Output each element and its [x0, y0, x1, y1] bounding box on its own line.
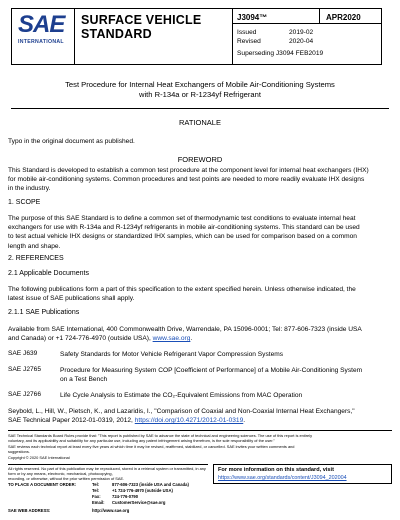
issued-value: 2019-02: [289, 29, 314, 36]
footer-rights: All rights reserved. No part of this publication may be reproduced, stored in a retrieval system or transmitted, in any form or by any means, electronic, mechanical, photocopying, recording, or otherwise, without the prior written permission of SAE.: [8, 466, 206, 481]
tel2-label: Tel:: [92, 488, 100, 493]
info-divider: [233, 23, 381, 24]
more-info-title: For more information on this standard, visit: [218, 467, 334, 473]
email-label: Email:: [92, 500, 105, 505]
reference-title: Safety Standards for Motor Vehicle Refrigerant Vapor Compression Systems: [60, 351, 284, 358]
reference-code: SAE J2765: [8, 366, 41, 373]
tel1-value: 877-606-7323 (inside USA and Canada): [112, 482, 189, 487]
availability-text: Available from SAE International, 400 Commonwealth Drive, Warrendale, PA 15096-0001; Tel: 877-606-7323 (inside USA and Canada) or +1 724-776-4970 (outside USA), www.sae.org.: [8, 326, 362, 343]
scope-text: The purpose of this SAE Standard is to define a common set of thermodynamic test conditions to evaluate internal heat exchangers for use with R-134a and R-1234yf refrigerants in mobile air-conditioning systems. This standard can be used to test actual vehicle IHX designs or standardized IHX samples, which can be used for comparison based on a common length and shape.: [8, 215, 360, 250]
references-heading: 2. REFERENCES: [8, 255, 64, 262]
title-rule: [11, 108, 389, 109]
rationale-text: Typo in the original document as published.: [8, 138, 135, 145]
foreword-text: This Standard is developed to establish a common test procedure at the component level for internal heat exchangers (IHX) for mobile air-conditioning systems. Common procedures and test points are needed to more readily evaluate IHX designs in the industry.: [8, 167, 369, 193]
doi-link[interactable]: https://doi.org/10.4271/2012-01-0319: [134, 417, 244, 425]
superseding-note: Superseding J3094 FEB2019: [237, 50, 324, 57]
reference-code: SAE J2766: [8, 391, 41, 398]
email-value[interactable]: CustomerService@sae.org: [112, 500, 166, 505]
sae-logo: SAE: [18, 11, 65, 38]
sae-publications-heading: 2.1.1 SAE Publications: [8, 309, 80, 316]
order-label: TO PLACE A DOCUMENT ORDER:: [8, 482, 77, 487]
reference-title: Life Cycle Analysis to Estimate the CO₂-Equivalent Emissions from MAC Operation: [60, 392, 303, 399]
footer-rule-small: [8, 464, 208, 465]
seybold-reference: Seybold, L., Hill, W., Pietsch, K., and Lazaridis, I., "Comparison of Coaxial and Non-Coaxial Internal Heat Exchangers," SAE Technical Paper 2012-01-0319, 2012, https://doi.org/10.4271/2012-01-0319.: [8, 408, 355, 425]
logo-cell: [12, 9, 75, 64]
web-value[interactable]: http://www.sae.org: [92, 508, 130, 513]
document-title: Test Procedure for Internal Heat Exchangers of Mobile Air-Conditioning Systems with R-134a or R-1234yf Refrigerant: [65, 80, 335, 99]
standard-type: SURFACE VEHICLE STANDARD: [81, 13, 202, 41]
document-number: J3094™: [237, 13, 268, 22]
revised-value: 2020-04: [289, 38, 314, 45]
reference-code: SAE J639: [8, 350, 38, 357]
scope-heading: 1. SCOPE: [8, 199, 41, 206]
tel2-value: +1 724-776-4970 (outside USA): [112, 488, 173, 493]
document-info-cell: [233, 9, 381, 64]
standard-type-cell: [75, 9, 233, 64]
issued-label: Issued: [237, 29, 257, 36]
reference-title: Procedure for Measuring System COP [Coefficient of Performance] of a Mobile Air-Conditioning System on a Test Bench: [60, 367, 363, 383]
standard-url-link[interactable]: https://www.sae.org/standards/content/J3094_202004: [218, 475, 347, 481]
document-date: APR2020: [326, 13, 361, 22]
rationale-heading: RATIONALE: [179, 118, 221, 127]
info-divider-vertical: [319, 9, 320, 24]
footer-rules: SAE Technical Standards Board Rules provide that: "This report is published by SAE to advance the state of technical and engineering sciences. The use of this report is entirely voluntary, and its applicability and suitability for any particular use, including any patent infringement arising therefrom, is the sole responsibility of the user." SAE reviews each technical report at least every five years at which time it may be revised, reaffirmed, stabilized, or cancelled. SAE invites your written comments and suggestions. Copyright © 2020 SAE International: [8, 433, 313, 460]
tel1-label: Tel:: [92, 482, 100, 487]
applicable-documents-heading: 2.1 Applicable Documents: [8, 270, 89, 277]
foreword-heading: FOREWORD: [177, 155, 223, 164]
sae-logo-subtitle: INTERNATIONAL: [18, 39, 64, 45]
sae-website-link[interactable]: www.sae.org: [152, 335, 191, 343]
revised-label: Revised: [237, 38, 261, 45]
fax-label: Fax:: [92, 494, 101, 499]
fax-value: 724-776-0790: [112, 494, 139, 499]
document-header: [11, 8, 382, 65]
more-info-box: [213, 464, 392, 484]
applicable-documents-text: The following publications form a part of this specification to the extent specified herein. Unless otherwise indicated, the latest issue of SAE publications shall apply.: [8, 286, 356, 303]
web-label: SAE WEB ADDRESS:: [8, 508, 51, 513]
footer-rule: [8, 430, 392, 431]
